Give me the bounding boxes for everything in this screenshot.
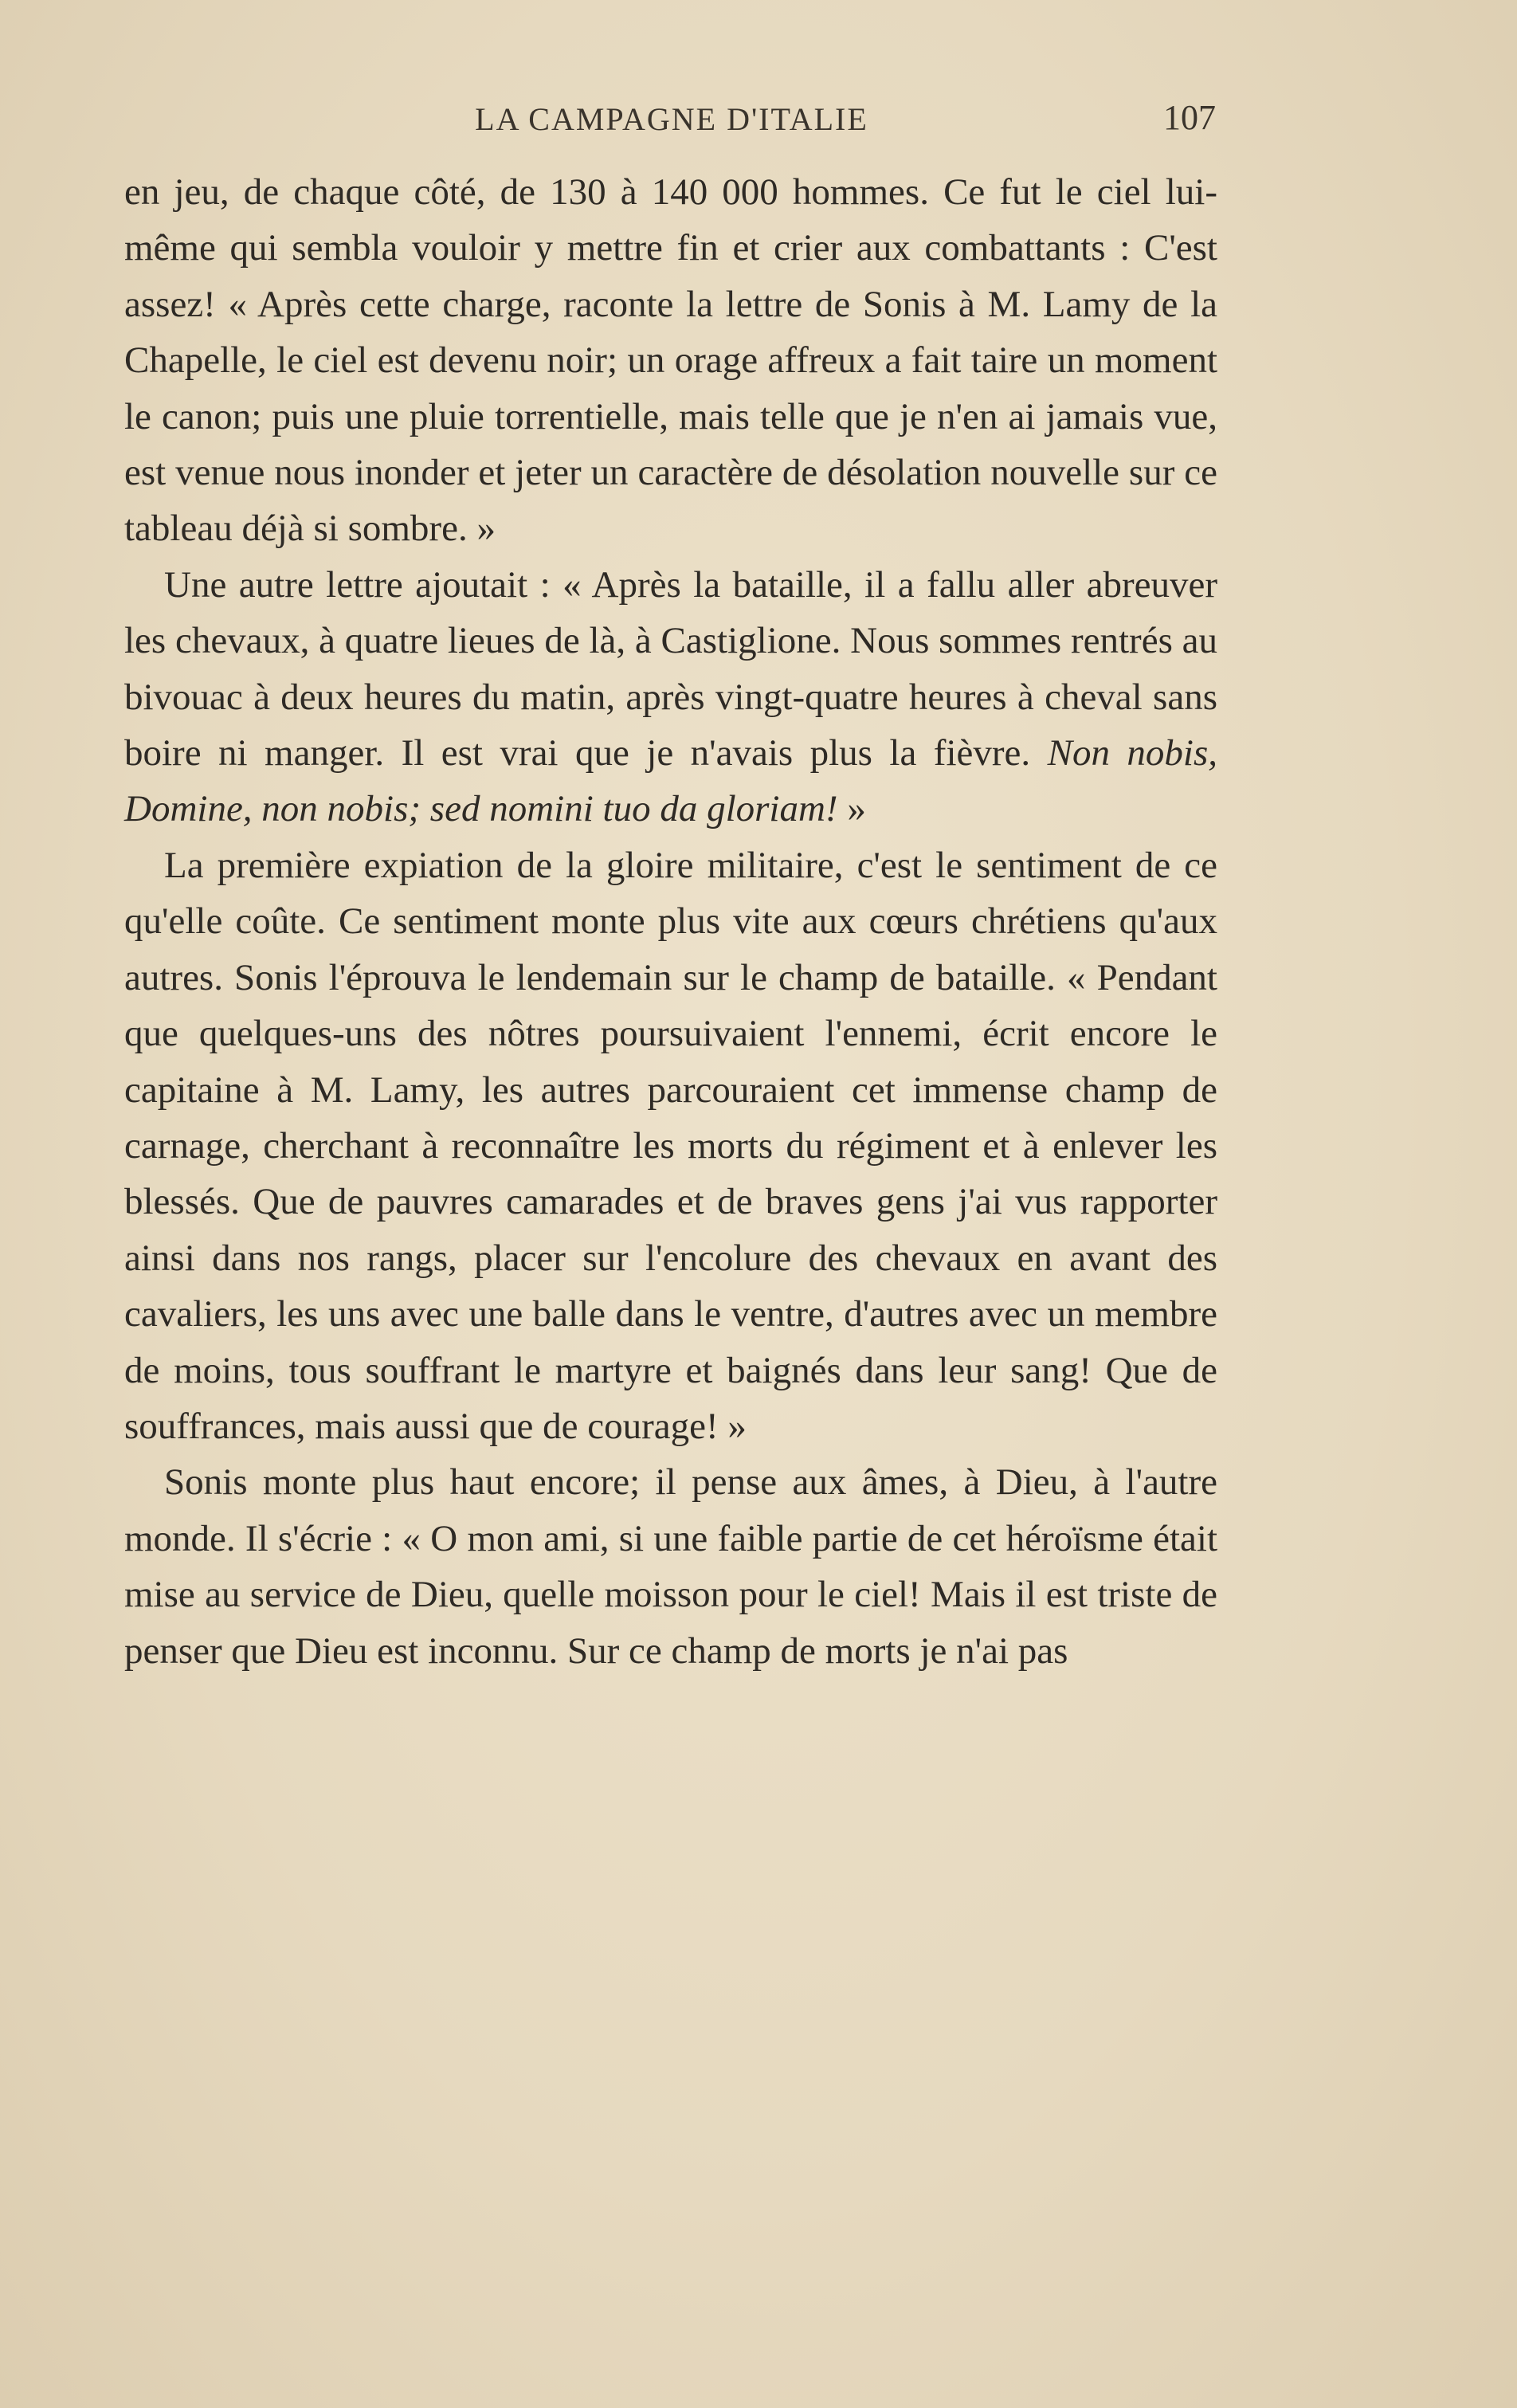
paragraph: La première expiation de la gloire militaire, c'est le sentiment de ce qu'elle coûte. Ce sentiment monte plus vite aux cœurs chrétiens qu'aux autres. Sonis l'éprouva le lendemain sur le champ de bataille. « Pendant que quelques-uns des nôtres poursuivaient l'ennemi, écrit encore le capitaine à M. Lamy, les autres parcouraient cet immense champ de carnage, cherchant à reconnaître les morts du régiment et à enlever les blessés. Que de pauvres camarades et de braves gens j'ai vus rapporter ainsi dans nos rangs, placer sur l'encolure des chevaux en avant des cavaliers, les uns avec une balle dans le ventre, d'autres avec un membre de moins, tous souffrant le martyre et baignés dans leur sang! Que de souffrances, mais aussi que de courage! » <box>124 844 1217 1447</box>
paragraph <box>124 557 1217 837</box>
running-head <box>127 94 1216 147</box>
page-number: 107 <box>1163 98 1216 137</box>
running-head-title: LA CAMPAGNE D'ITALIE <box>475 101 868 137</box>
latin-quotation: Non nobis, Domine, non nobis; sed nomini tuo da gloriam! <box>124 732 1218 830</box>
paragraph: Sonis monte plus haut encore; il pense aux âmes, à Dieu, à l'autre monde. Il s'écrie : « O mon ami, si une faible partie de cet héroïsme était mise au service de Dieu, quelle moisson pour le ciel! Mais il est triste de penser que Dieu est inconnu. Sur ce champ de morts je n'ai pas <box>124 1461 1217 1672</box>
closing-quote: » <box>837 788 866 830</box>
paragraph: en jeu, de chaque côté, de 130 à 140 000 hommes. Ce fut le ciel lui-même qui sembla vouloir y mettre fin et crier aux combattants : C'est assez! « Après cette charge, raconte la lettre de Sonis à M. Lamy de la Chapelle, le ciel est devenu noir; un orage affreux a fait taire un moment le canon; puis une pluie torrentielle, mais telle que je n'en ai jamais vue, est venue nous inonder et jeter un caractère de désolation nouvelle sur ce tableau déjà si sombre. » <box>124 171 1217 550</box>
paragraph-text: Une autre lettre ajoutait : « Après la bataille, il a fallu aller abreuver les chevaux, à quatre lieues de là, à Castiglione. Nous sommes rentrés au bivouac à deux heures du matin, après vingt-quatre heures à cheval sans boire ni manger. Il est vrai que je n'avais plus la fièvre. <box>124 563 1217 775</box>
body-text <box>124 164 1217 1679</box>
